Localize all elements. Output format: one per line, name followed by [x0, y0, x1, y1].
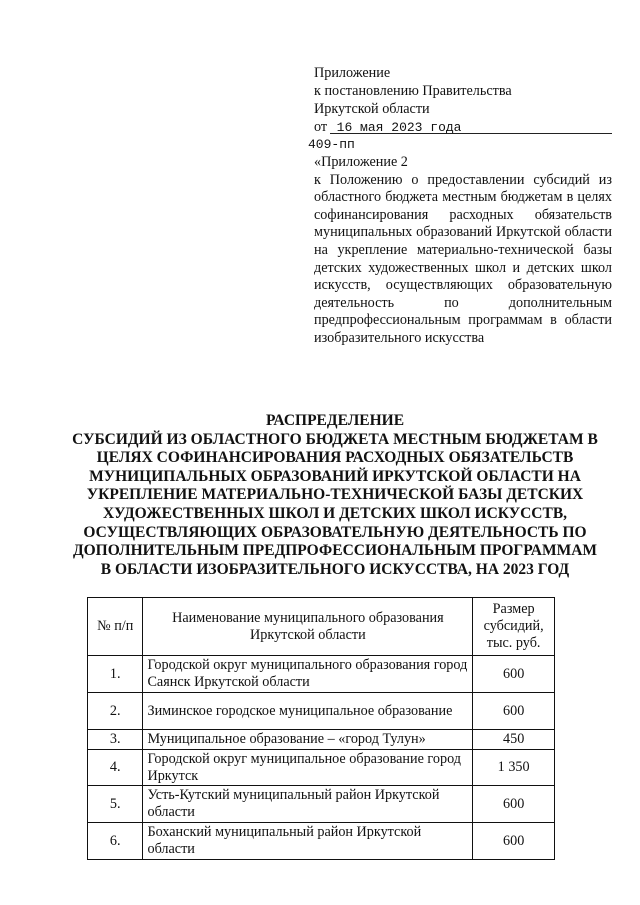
row-number: 6.	[88, 823, 143, 860]
document-number: 409-пп	[308, 137, 355, 152]
row-sum: 600	[473, 693, 555, 730]
title-line-1: РАСПРЕДЕЛЕНИЕ	[265, 412, 405, 429]
appendix-date-line	[314, 118, 612, 136]
row-name: Боханский муниципальный район Иркутской области	[143, 823, 473, 860]
table-header-row	[88, 598, 555, 656]
row-sum: 600	[473, 786, 555, 823]
row-sum: 600	[473, 823, 555, 860]
table-row	[88, 823, 555, 860]
row-sum: 600	[473, 656, 555, 693]
row-number: 4.	[88, 750, 143, 786]
title-line-2: СУБСИДИЙ ИЗ ОБЛАСТНОГО БЮДЖЕТА МЕСТНЫМ БЮДЖЕТАМ В ЦЕЛЯХ СОФИНАНСИРОВАНИЯ РАСХОДНЫХ ОБЯЗАТЕЛЬСТВ МУНИЦИПАЛЬНЫХ ОБРАЗОВАНИЙ ИРКУТСКОЙ ОБЛАСТИ НА УКРЕПЛЕНИЕ МАТЕРИАЛЬНО-ТЕХНИЧЕСКОЙ БАЗЫ ДЕТСКИХ ХУДОЖЕСТВЕННЫХ ШКОЛ И ДЕТСКИХ ШКОЛ ИСКУССТВ, ОСУЩЕСТВЛЯЮЩИХ ОБРАЗОВАТЕЛЬНУЮ ДЕЯТЕЛЬНОСТЬ ПО ДОПОЛНИТЕЛЬНЫМ ПРЕДПРОФЕССИОНАЛЬНЫМ ПРОГРАММАМ В ОБЛАСТИ ИЗОБРАЗИТЕЛЬНОГО ИСКУССТВА, НА 2023 ГОД	[72, 430, 598, 578]
appendix-line-2: Иркутской области	[314, 101, 430, 117]
table-row	[88, 786, 555, 823]
row-name: Усть-Кутский муниципальный район Иркутской области	[143, 786, 473, 823]
header-name: Наименование муниципального образования Иркутской области	[143, 598, 473, 656]
row-sum: 450	[473, 730, 555, 750]
regulation-text: к Положению о предоставлении субсидий из областного бюджета местным бюджетам в целях софинансирования расходных обязательств муниципальных образований Иркутской области на укрепление материально-технической базы детских художественных школ и детских школ искусств, осуществляющих образовательную деятельность по дополнительным предпрофессиональным программам в области изобразительного искусства	[314, 171, 612, 346]
table-row	[88, 693, 555, 730]
row-name: Муниципальное образование – «город Тулун»	[143, 730, 473, 750]
appendix-title: Приложение	[314, 65, 391, 81]
date-value: 16 мая 2023 года	[336, 120, 462, 135]
subsidy-table	[87, 597, 555, 860]
row-number: 2.	[88, 693, 143, 730]
row-number: 3.	[88, 730, 143, 750]
regulation-title: «Приложение 2	[314, 154, 408, 170]
header-sum: Размер субсидий, тыс. руб.	[473, 598, 555, 656]
page-title	[70, 412, 600, 579]
row-number: 1.	[88, 656, 143, 693]
regulation-reference	[314, 154, 612, 348]
row-name: Городской округ муниципального образования город Саянск Иркутской области	[143, 656, 473, 693]
row-name: Зиминское городское муниципальное образование	[143, 693, 473, 730]
row-sum: 1 350	[473, 750, 555, 786]
date-prefix: от	[314, 119, 328, 135]
header-number: № п/п	[88, 598, 143, 656]
row-number: 5.	[88, 786, 143, 823]
row-name: Городской округ муниципальное образование город Иркутск	[143, 750, 473, 786]
appendix-line-1: к постановлению Правительства	[314, 83, 512, 99]
table-row	[88, 656, 555, 693]
date-underline	[330, 133, 612, 134]
table-row	[88, 750, 555, 786]
table-row	[88, 730, 555, 750]
appendix-block	[308, 64, 612, 154]
